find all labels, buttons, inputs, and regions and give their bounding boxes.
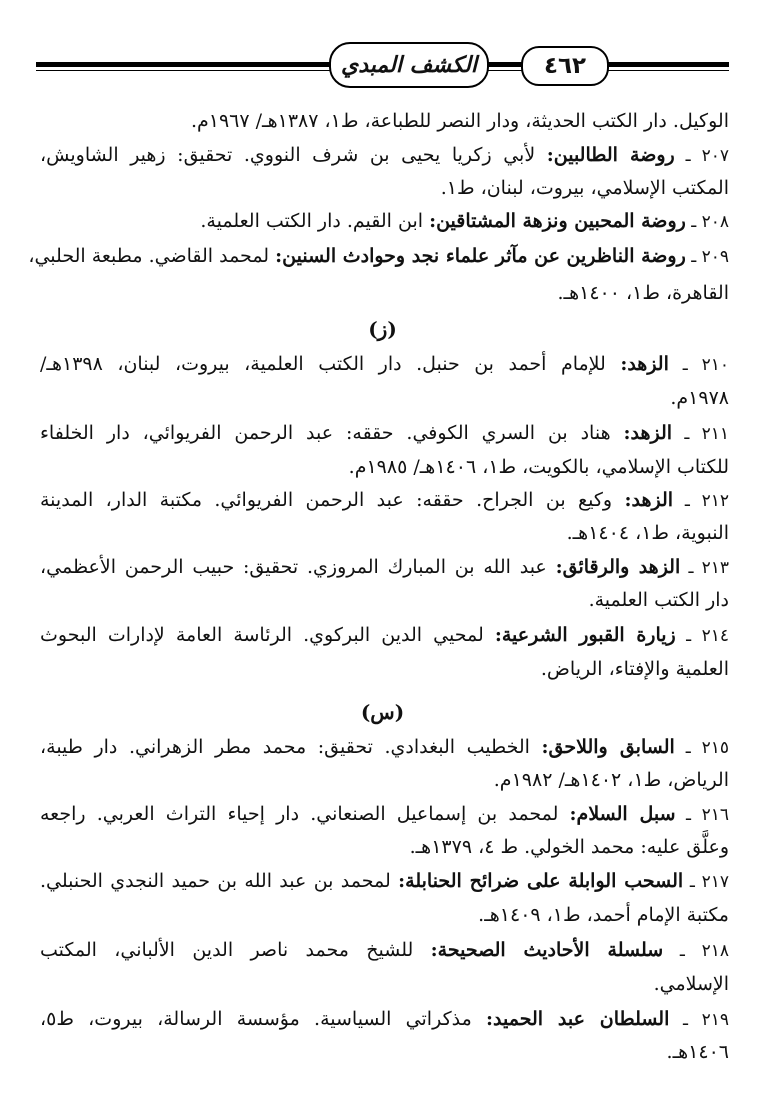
entry-continuation-line — [40, 832, 729, 862]
entry-title: سلسلة الأحاديث الصحيحة: — [430, 939, 664, 961]
entry-number: ٢٠٩ ـ — [685, 247, 729, 267]
entry-text: لمحمد القاضي. مطبعة الحلبي، — [28, 245, 276, 267]
entry-text: ابن القيم. دار الكتب العلمية. — [200, 210, 430, 232]
entry-text: لمحمد بن عبد الله بن حميد النجدي الحنبلي. — [40, 870, 399, 892]
entry-text: العلمية والإفتاء، الرياض. — [540, 658, 729, 680]
entry-text: النبوية، ط١، ١٤٠٤هـ. — [566, 522, 729, 544]
entry-line — [40, 140, 729, 171]
entry-continuation-line — [40, 585, 729, 615]
entry-text: دار الكتب العلمية. — [588, 589, 729, 611]
entry-number: ٢١٤ ـ — [675, 626, 729, 646]
running-title: الكشف المبدي — [329, 42, 489, 88]
entry-continuation-line — [40, 173, 729, 203]
entry-text: القاهرة، ط١، ١٤٠٠هـ. — [557, 282, 729, 304]
entry-continuation-line — [40, 1037, 729, 1067]
page-header — [36, 42, 729, 88]
entry-number: ٢٠٧ ـ — [674, 146, 729, 166]
entry-continuation-line — [40, 383, 729, 413]
entry-title: الزهد: — [623, 422, 673, 444]
entry-text: عبد الله بن المبارك المروزي. تحقيق: حبيب الرحمن الأعظمي، — [40, 556, 556, 578]
entry-number: ٢١٨ ـ — [663, 941, 729, 961]
entry-text: الخطيب البغدادي. تحقيق: محمد مطر الزهراني. دار طيبة، — [40, 736, 542, 758]
entry-text: الإسلامي. — [653, 973, 729, 995]
entry-number: ٢٠٨ ـ — [685, 212, 729, 232]
entry-title: السلطان عبد الحميد: — [486, 1008, 670, 1030]
entry-line — [40, 866, 729, 897]
entry-number: ٢١٦ ـ — [675, 805, 729, 825]
entry-title: السحب الوابلة على ضرائح الحنابلة: — [398, 870, 684, 892]
entry-text: للإمام أحمد بن حنبل. دار الكتب العلمية، بيروت، لبنان، ١٣٩٨هـ/ — [40, 353, 621, 375]
entry-line — [40, 485, 729, 516]
entry-text: لأبي زكريا يحيى بن شرف النووي. تحقيق: زهير الشاويش، — [40, 144, 547, 166]
entry-title: روضة الطالبين: — [546, 144, 675, 166]
entry-text: وكيع بن الجراح. حققه: عبد الرحمن الفريوائي. مكتبة الدار، المدينة — [40, 489, 625, 511]
entry-title: الزهد: — [620, 353, 669, 375]
entry-text: لمحمد بن إسماعيل الصنعاني. دار إحياء التراث العربي. راجعه — [40, 803, 570, 825]
entry-title: سبل السلام: — [569, 803, 676, 825]
entry-title: الزهد والرقائق: — [555, 556, 681, 578]
entry-text: مذكراتي السياسية. مؤسسة الرسالة، بيروت، ط٥، — [40, 1008, 487, 1030]
entry-line — [40, 620, 729, 651]
entry-line — [40, 935, 729, 966]
entry-number: ٢١٠ ـ — [668, 355, 729, 375]
entry-title: روضة المحبين ونزهة المشتاقين: — [429, 210, 686, 232]
entry-line — [40, 418, 729, 449]
entry-text: الرياض، ط١، ١٤٠٢هـ/ ١٩٨٢م. — [493, 769, 729, 791]
entry-title: الزهد: — [624, 489, 674, 511]
entry-line — [40, 552, 729, 583]
entry-continuation-line — [40, 765, 729, 795]
entry-continuation-line — [40, 969, 729, 999]
entry-continuation-line — [40, 900, 729, 930]
entry-number: ٢١٢ ـ — [673, 491, 729, 511]
entry-line — [40, 732, 729, 763]
entry-continuation-line — [40, 278, 729, 308]
entry-number: ٢١١ ـ — [672, 424, 729, 444]
entry-title: روضة الناظرين عن مآثر علماء نجد وحوادث السنين: — [275, 245, 686, 267]
entry-continuation-line — [40, 518, 729, 548]
entry-text: ١٤٠٦هـ. — [666, 1041, 729, 1063]
page-number: ٤٦٢ — [521, 46, 609, 86]
entry-text: للشيخ محمد ناصر الدين الألباني، المكتب — [40, 939, 431, 961]
entry-text: لمحيي الدين البركوي. الرئاسة العامة لإدارات البحوث — [40, 624, 495, 646]
entry-text: وعلَّق عليه: محمد الخولي. ط ٤، ١٣٧٩هـ. — [409, 836, 729, 858]
entry-title: السابق واللاحق: — [541, 736, 675, 758]
entry-continuation-line — [40, 654, 729, 684]
entry-line — [40, 1004, 729, 1035]
entry-number: ٢١٩ ـ — [669, 1010, 729, 1030]
section-heading: (ز) — [368, 317, 397, 341]
entry-text: هناد بن السري الكوفي. حققه: عبد الرحمن الفريوائي، دار الخلفاء — [40, 422, 624, 444]
entry-continuation-line — [40, 106, 729, 136]
entry-text: الوكيل. دار الكتب الحديثة، ودار النصر للطباعة، ط١، ١٣٨٧هـ/ ١٩٦٧م. — [190, 110, 729, 132]
entry-number: ٢١٣ ـ — [680, 558, 729, 578]
entry-line — [28, 241, 729, 272]
entry-text: للكتاب الإسلامي، بالكويت، ط١، ١٤٠٦هـ/ ١٩٨٥م. — [348, 456, 729, 478]
entry-continuation-line — [40, 452, 729, 482]
entry-line — [40, 349, 729, 380]
entry-text: ١٩٧٨م. — [670, 387, 729, 409]
section-heading: (س) — [360, 700, 405, 724]
entry-text: المكتب الإسلامي، بيروت، لبنان، ط١. — [440, 177, 729, 199]
entry-number: ٢١٧ ـ — [683, 872, 729, 892]
entry-line — [40, 206, 729, 237]
entry-number: ٢١٥ ـ — [674, 738, 729, 758]
entry-title: زيارة القبور الشرعية: — [494, 624, 676, 646]
entry-text: مكتبة الإمام أحمد، ط١، ١٤٠٩هـ. — [478, 904, 729, 926]
entry-line — [40, 799, 729, 830]
